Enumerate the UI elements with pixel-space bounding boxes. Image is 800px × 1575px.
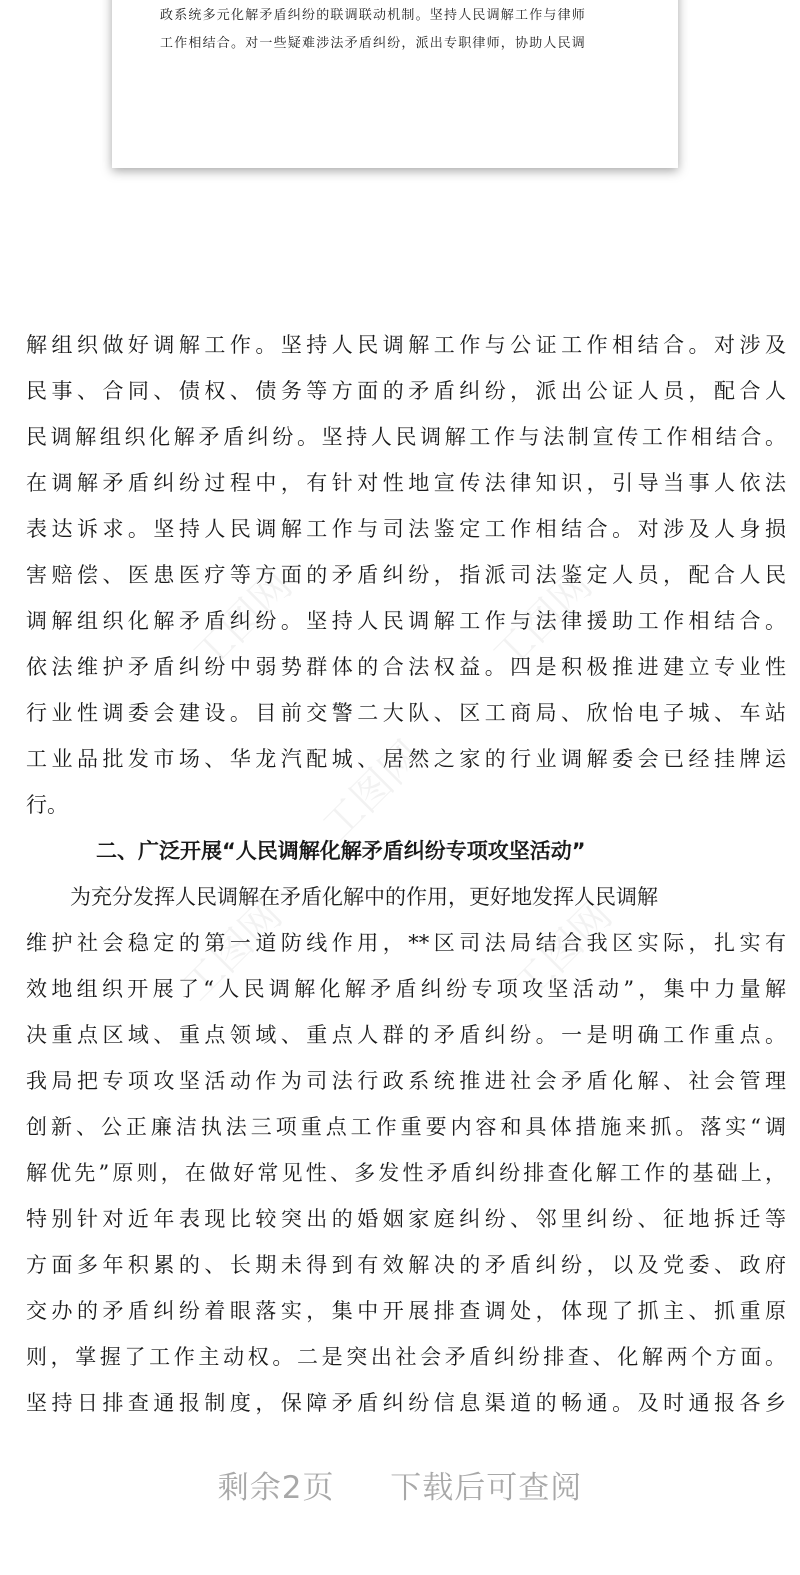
- text-line: 民事、合同、债权、债务等方面的矛盾纠纷，派出公证人员，配合人: [26, 379, 786, 403]
- watermark: 工图网: [483, 562, 602, 680]
- text-line: 民调解组织化解矛盾纠纷。坚持人民调解工作与法制宣传工作相结合。: [26, 425, 786, 449]
- text-line: 解优先”原则，在做好常见性、多发性矛盾纠纷排查化解工作的基础上，: [26, 1161, 786, 1185]
- text-line: 表达诉求。坚持人民调解工作与司法鉴定工作相结合。对涉及人身损: [26, 517, 786, 541]
- section-heading: 二、广泛开展“人民调解化解矛盾纠纷专项攻坚活动”: [96, 839, 586, 863]
- text-line: 为充分发挥人民调解在矛盾化解中的作用，更好地发挥人民调解: [70, 885, 658, 909]
- text-line: 害赔偿、医患医疗等方面的矛盾纠纷，指派司法鉴定人员，配合人民: [26, 563, 786, 587]
- text-line: 我局把专项攻坚活动作为司法行政系统推进社会矛盾化解、社会管理: [26, 1069, 786, 1093]
- text-line: 特别针对近年表现比较突出的婚姻家庭纠纷、邻里纠纷、征地拆迁等: [26, 1207, 786, 1231]
- previous-page-preview: [112, 0, 678, 168]
- text-line: 工业品批发市场、华龙汽配城、居然之家的行业调解委会已经挂牌运: [26, 747, 786, 771]
- text-line: 坚持日排查通报制度，保障矛盾纠纷信息渠道的畅通。及时通报各乡: [26, 1391, 786, 1415]
- text-line: 行。: [26, 793, 68, 817]
- text-line: 在调解矛盾纠纷过程中，有针对性地宣传法律知识，引导当事人依法: [26, 471, 786, 495]
- preview-line: 工作相结合。对一些疑难涉法矛盾纠纷，派出专职律师，协助人民调: [160, 36, 587, 51]
- text-line: 维护社会稳定的第一道防线作用，**区司法局结合我区实际，扎实有: [26, 931, 786, 955]
- text-line: 行业性调委会建设。目前交警二大队、区工商局、欣怡电子城、车站: [26, 701, 786, 725]
- preview-line: 政系统多元化解矛盾纠纷的联调联动机制。坚持人民调解工作与律师: [160, 8, 587, 23]
- document-body: [26, 322, 786, 1426]
- text-line: 解组织做好调解工作。坚持人民调解工作与公证工作相结合。对涉及: [26, 333, 786, 357]
- text-line: 创新、公正廉洁执法三项重点工作重要内容和具体措施来抓。落实“调: [26, 1115, 786, 1139]
- text-line: 交办的矛盾纠纷着眼落实，集中开展排查调处，体现了抓主、抓重原: [26, 1299, 786, 1323]
- text-line: 则，掌握了工作主动权。二是突出社会矛盾纠纷排查、化解两个方面。: [26, 1345, 786, 1369]
- text-line: 依法维护矛盾纠纷中弱势群体的合法权益。四是积极推进建立专业性: [26, 655, 786, 679]
- download-prompt[interactable]: [0, 1462, 800, 1507]
- remaining-pages-label: 剩余2页: [217, 1470, 335, 1506]
- watermark: 工图网: [313, 732, 432, 850]
- text-line: 方面多年积累的、长期未得到有效解决的矛盾纠纷，以及党委、政府: [26, 1253, 786, 1277]
- text-line: 效地组织开展了“人民调解化解矛盾纠纷专项攻坚活动”，集中力量解: [26, 977, 786, 1001]
- text-line: 决重点区域、重点领域、重点人群的矛盾纠纷。一是明确工作重点。: [26, 1023, 786, 1047]
- download-hint-label: 下载后可查阅: [390, 1470, 583, 1506]
- watermark: 工图网: [183, 562, 302, 680]
- watermark: 工图网: [503, 892, 622, 1010]
- watermark: 工图网: [173, 892, 292, 1010]
- text-line: 调解组织化解矛盾纠纷。坚持人民调解工作与法律援助工作相结合。: [26, 609, 786, 633]
